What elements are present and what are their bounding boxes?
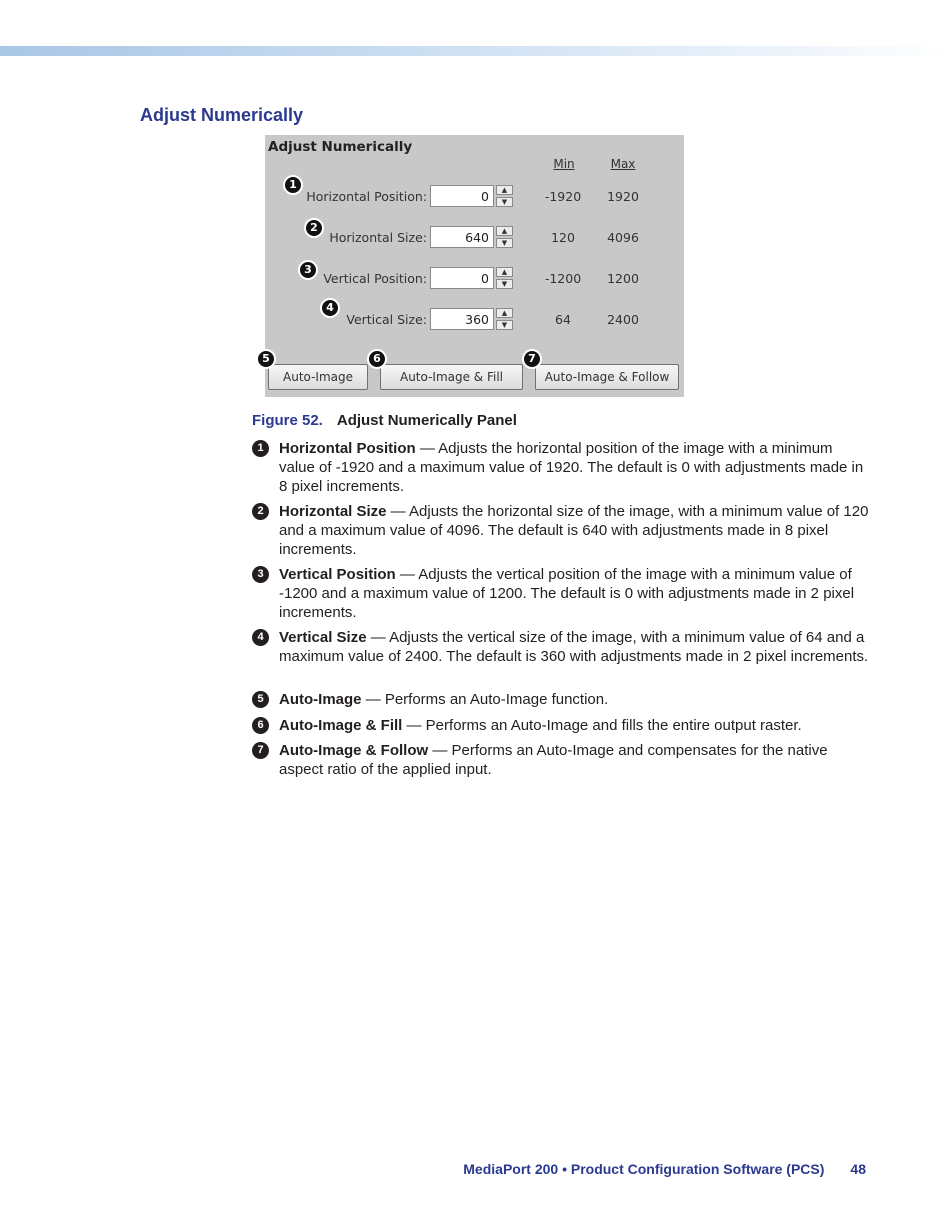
horizontal-size-min: 120 (551, 230, 575, 245)
item-number: 4 (252, 629, 269, 646)
horizontal-size-input[interactable]: 640 (430, 226, 494, 248)
item-term: Horizontal Position (279, 440, 416, 457)
item-number: 5 (252, 691, 269, 708)
auto-image-fill-button[interactable]: Auto-Image & Fill (380, 364, 523, 390)
page-footer (463, 1161, 866, 1177)
figure-title: Adjust Numerically Panel (336, 412, 517, 429)
vertical-size-min: 64 (555, 312, 571, 327)
footer-text: MediaPort 200 • Product Configuration Software (PCS) (463, 1161, 825, 1177)
vertical-size-spinner[interactable] (496, 308, 513, 330)
vertical-position-min: -1200 (544, 271, 582, 286)
figure-number: Figure 52. (252, 412, 323, 429)
min-column-header: Min (553, 157, 575, 171)
item-term: Vertical Position (279, 566, 396, 583)
callout-5: 5 (256, 349, 276, 369)
item-term: Auto-Image & Follow (279, 742, 429, 759)
vertical-size-label: Vertical Size: (346, 312, 427, 327)
vertical-position-spinner[interactable] (496, 267, 513, 289)
horizontal-size-label: Horizontal Size: (329, 230, 427, 245)
item-number: 3 (252, 566, 269, 583)
item-text: — Performs an Auto-Image and compensates for the native aspect ratio of the applied input. (279, 742, 828, 778)
list-item (252, 628, 872, 666)
callout-4: 4 (320, 298, 340, 318)
item-term: Horizontal Size (279, 503, 387, 520)
header-gradient-bar (0, 46, 950, 56)
list-item (252, 565, 872, 622)
spin-up-icon[interactable]: ▲ (496, 267, 513, 277)
horizontal-position-max: 1920 (607, 189, 639, 204)
item-text: — Performs an Auto-Image function. (361, 691, 609, 708)
spin-up-icon[interactable]: ▲ (496, 308, 513, 318)
vertical-position-max: 1200 (607, 271, 639, 286)
spin-down-icon[interactable]: ▼ (496, 320, 513, 330)
list-item (252, 716, 872, 735)
page-number: 48 (850, 1161, 866, 1177)
horizontal-position-row (265, 185, 684, 209)
callout-7: 7 (522, 349, 542, 369)
auto-image-button[interactable]: Auto-Image (268, 364, 368, 390)
horizontal-position-spinner[interactable] (496, 185, 513, 207)
item-number: 6 (252, 717, 269, 734)
callout-2: 2 (304, 218, 324, 238)
list-item (252, 690, 872, 709)
panel-title: Adjust Numerically (268, 139, 413, 155)
spin-down-icon[interactable]: ▼ (496, 197, 513, 207)
item-number: 2 (252, 503, 269, 520)
item-term: Auto-Image (279, 691, 362, 708)
item-number: 1 (252, 440, 269, 457)
item-text: — Adjusts the horizontal size of the image, with a minimum value of 120 and a maximum value of 4096. The default is 640 with adjustments made in 8 pixel increments. (279, 503, 869, 558)
item-text: — Adjusts the horizontal position of the image with a minimum value of -1920 and a maximum value of 1920. The default is 0 with adjustments made in 8 pixel increments. (279, 440, 864, 495)
figure-caption (252, 412, 517, 429)
item-text: — Adjusts the vertical position of the image with a minimum value of -1200 and a maximum value of 1200. The default is 0 with adjustments made in 2 pixel increments. (279, 566, 855, 621)
vertical-position-input[interactable]: 0 (430, 267, 494, 289)
callout-3: 3 (298, 260, 318, 280)
horizontal-position-min: -1920 (544, 189, 582, 204)
list-item (252, 502, 872, 559)
spin-down-icon[interactable]: ▼ (496, 238, 513, 248)
item-number: 7 (252, 742, 269, 759)
horizontal-size-row (265, 226, 684, 250)
horizontal-size-spinner[interactable] (496, 226, 513, 248)
item-term: Vertical Size (279, 629, 367, 646)
item-text: — Performs an Auto-Image and fills the entire output raster. (402, 717, 802, 734)
max-column-header: Max (610, 157, 636, 171)
vertical-position-label: Vertical Position: (323, 271, 427, 286)
item-text: — Adjusts the vertical size of the image, with a minimum value of 64 and a maximum value of 2400. The default is 360 with adjustments made in 2 pixel increments. (279, 629, 869, 665)
horizontal-size-max: 4096 (607, 230, 639, 245)
callout-1: 1 (283, 175, 303, 195)
vertical-position-row (265, 267, 684, 291)
list-item (252, 741, 872, 779)
item-term: Auto-Image & Fill (279, 717, 403, 734)
vertical-size-input[interactable]: 360 (430, 308, 494, 330)
horizontal-position-label: Horizontal Position: (306, 189, 427, 204)
list-item (252, 439, 872, 496)
spin-up-icon[interactable]: ▲ (496, 226, 513, 236)
adjust-numerically-panel (262, 135, 684, 397)
auto-image-follow-button[interactable]: Auto-Image & Follow (535, 364, 679, 390)
spin-up-icon[interactable]: ▲ (496, 185, 513, 195)
horizontal-position-input[interactable]: 0 (430, 185, 494, 207)
section-heading: Adjust Numerically (140, 105, 304, 125)
callout-6: 6 (367, 349, 387, 369)
vertical-size-max: 2400 (607, 312, 639, 327)
spin-down-icon[interactable]: ▼ (496, 279, 513, 289)
